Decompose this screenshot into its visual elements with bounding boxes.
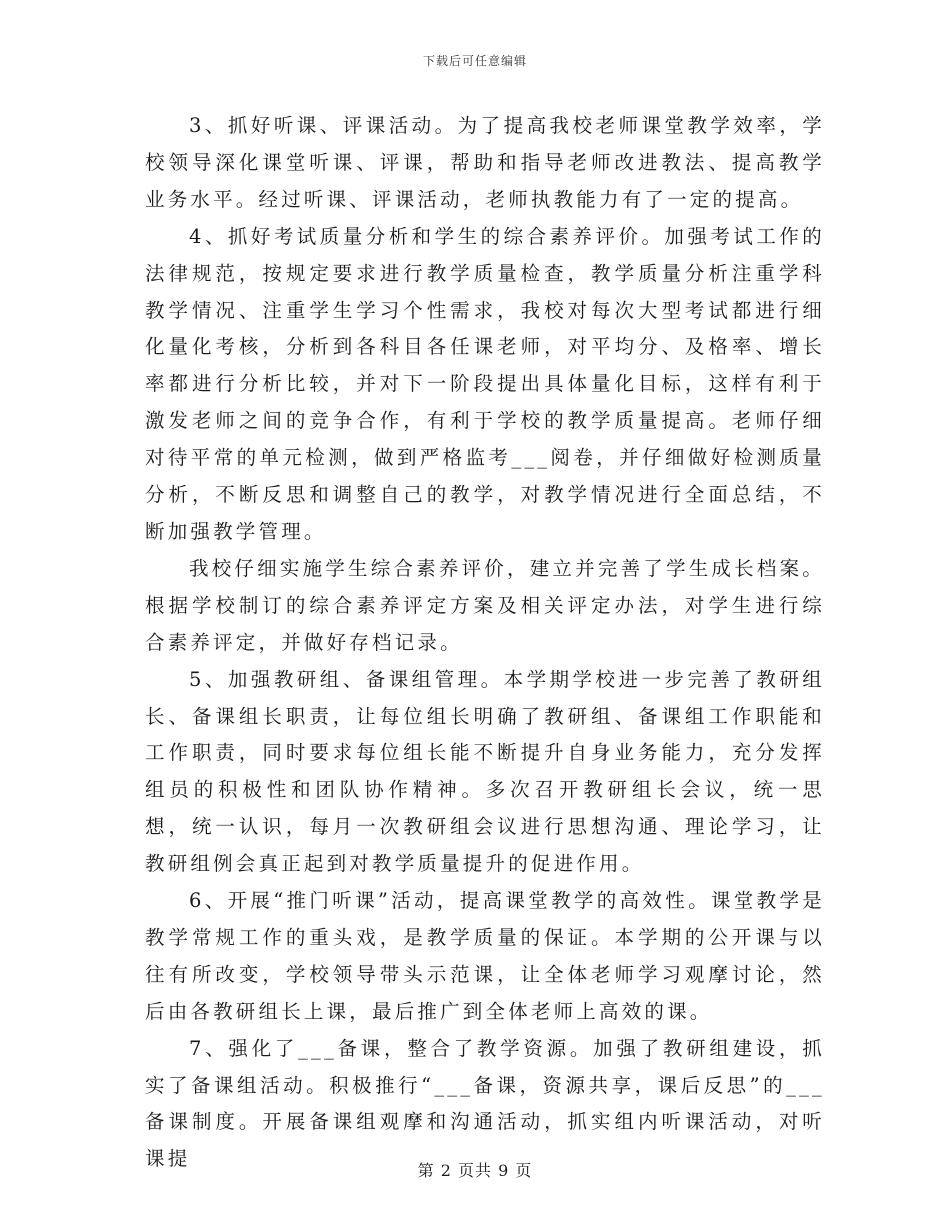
paragraph-open-class-activity: 6、开展“推门听课”活动，提高课堂教学的高效性。课堂教学是教学常规工作的重头戏，是教学质量的保证。本学期的公开课与以往有所改变，学校领导带头示范课，让全体老师学习观摩讨论，然后由各教研组长上课，最后推广到全体老师上高效的课。: [145, 889, 825, 1023]
page-number: 第 2 页共 9 页: [417, 1161, 533, 1180]
paragraph-collective-lesson-prep: 7、强化了___备课，整合了教学资源。加强了教研组建设，抓实了备课组活动。积极推行“___备课，资源共享，课后反思”的___备课制度。开展备课组观摩和沟通活动，抓实组内听课活动，对听课提: [145, 1036, 825, 1171]
paragraph-exam-quality-analysis: 4、抓好考试质量分析和学生的综合素养评价。加强考试工作的法律规范，按规定要求进行教学质量检查，教学质量分析注重学科教学情况、注重学生学习个性需求，我校对每次大型考试都进行细化量化考核，分析到各科目各任课老师，对平均分、及格率、增长率都进行分析比较，并对下一阶段提出具体量化目标，这样有利于激发老师之间的竞争合作，有利于学校的教学质量提高。老师仔细对待平常的单元检测，做到严格监考___阅卷，并仔细做好检测质量分析，不断反思和调整自己的教学，对教学情况进行全面总结，不断加强教学管理。: [145, 224, 825, 543]
document-body: [145, 108, 825, 1178]
paragraph-student-evaluation: 我校仔细实施学生综合素养评价，建立并完善了学生成长档案。根据学校制订的综合素养评定方案及相关评定办法，对学生进行综合素养评定，并做好存档记录。: [145, 556, 825, 654]
page-header-note: 下载后可任意编辑: [422, 54, 527, 68]
paragraph-listening-evaluation: 3、抓好听课、评课活动。为了提高我校老师课堂教学效率，学校领导深化课堂听课、评课，帮助和指导老师改进教法、提高教学业务水平。经过听课、评课活动，老师执教能力有了一定的提高。: [145, 114, 825, 211]
paragraph-teaching-group-management: 5、加强教研组、备课组管理。本学期学校进一步完善了教研组长、备课组长职责，让每位组长明确了教研组、备课组工作职能和工作职责，同时要求每位组长能不断提升自身业务能力，充分发挥组员的积极性和团队协作精神。多次召开教研组长会议，统一思想，统一认识，每月一次教研组会议进行思想沟通、理论学习，让教研组例会真正起到对教学质量提升的促进作用。: [145, 667, 825, 876]
